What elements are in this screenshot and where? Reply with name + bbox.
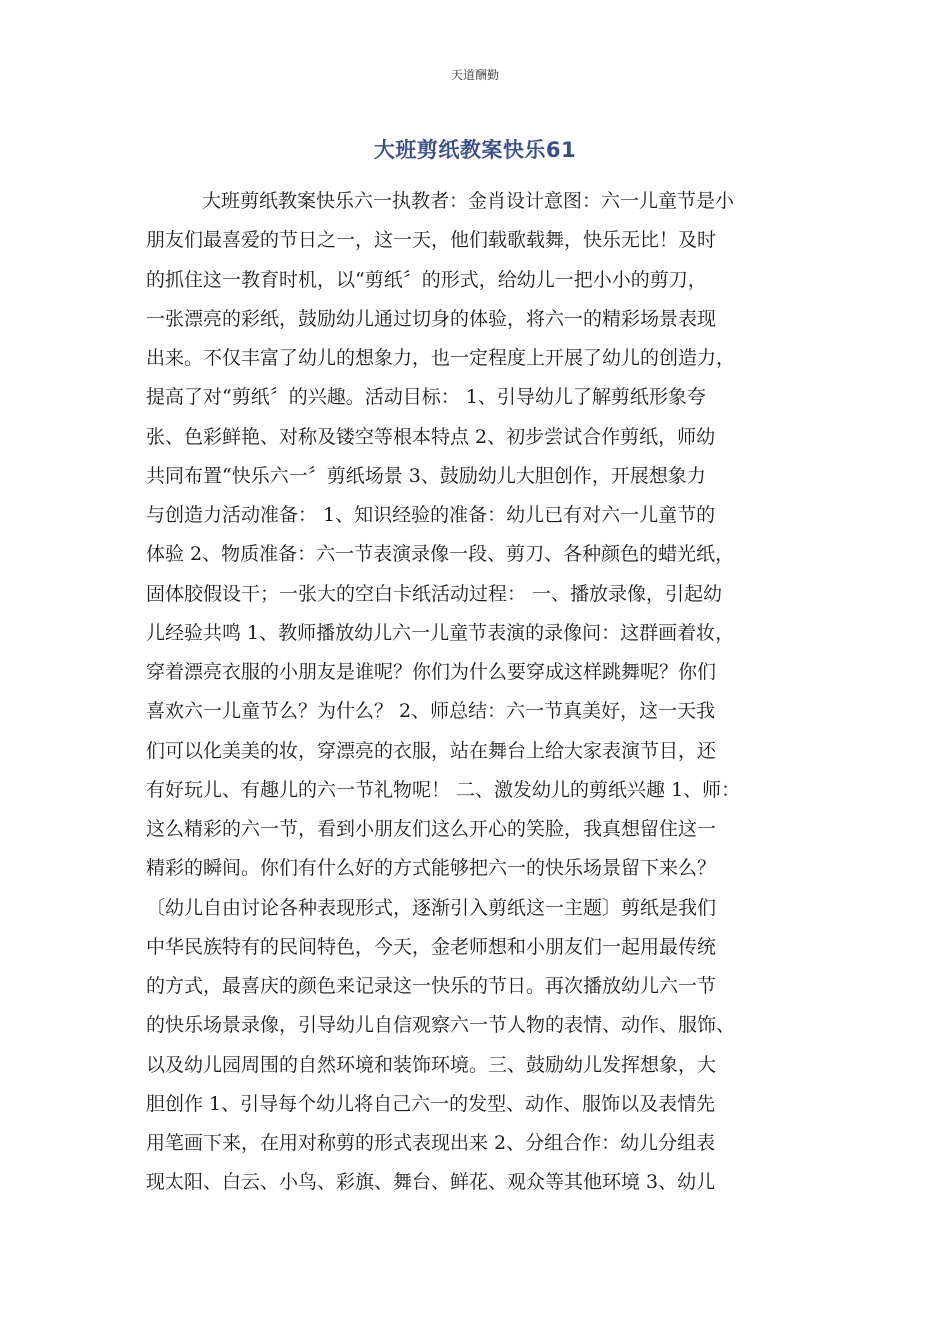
body-line: 这么精彩的六一节，看到小朋友们这么开心的笑脸，我真想留住这一: [146, 818, 717, 840]
body-line: 体验 2、物质准备：六一节表演录像一段、剪刀、各种颜色的蜡光纸，: [146, 543, 735, 566]
body-line: 出来。不仅丰富了幼儿的想象力，也一定程度上开展了幼儿的创造力，: [146, 347, 736, 369]
body-line: 有好玩儿、有趣儿的六一节礼物呢！ 二、激发幼儿的剪纸兴趣 1、师：: [146, 778, 741, 801]
body-line: 用笔画下来，在用对称剪的形式表现出来 2、分组合作：幼儿分组表: [146, 1132, 716, 1154]
body-line: 提高了对“剪纸〞的兴趣。活动目标： 1、引导幼儿了解剪纸形象夸: [146, 386, 706, 409]
document-body: [146, 182, 806, 1203]
body-line: 精彩的瞬间。你们有什么好的方式能够把六一的快乐场景留下来么？: [146, 857, 717, 880]
document-title: 大班剪纸教案快乐61: [373, 138, 577, 162]
body-line: 大班剪纸教案快乐六一执教者：金肖设计意图：六一儿童节是小: [202, 190, 735, 212]
body-line: 的方式，最喜庆的颜色来记录这一快乐的节日。再次播放幼儿六一节: [146, 975, 717, 997]
body-line: 现太阳、白云、小鸟、彩旗、舞台、鲜花、观众等其他环境 3、幼儿: [146, 1171, 716, 1194]
body-line: 一张漂亮的彩纸，鼓励幼儿通过切身的体验，将六一的精彩场景表现: [146, 307, 717, 330]
body-line: 穿着漂亮衣服的小朋友是谁呢？你们为什么要穿成这样跳舞呢？你们: [146, 661, 717, 683]
body-line: 固体胶假设干；一张大的空白卡纸活动过程： 一、播放录像，引起幼: [146, 582, 723, 605]
body-line: 喜欢六一儿童节么？为什么？ 2、师总结：六一节真美好，这一天我: [146, 700, 716, 723]
running-header: 天道酬勤: [450, 68, 499, 82]
body-line: 与创造力活动准备： 1、知识经验的准备：幼儿已有对六一儿童节的: [146, 504, 716, 526]
body-line: 胆创作 1、引导每个幼儿将自己六一的发型、动作、服饰以及表情先: [146, 1092, 716, 1115]
body-line: 张、色彩鲜艳、对称及镂空等根本特点 2、初步尝试合作剪纸，师幼: [146, 425, 716, 448]
body-line: 中华民族特有的民间特色，今天，金老师想和小朋友们一起用最传统: [146, 935, 717, 958]
body-line: 以及幼儿园周围的自然环境和装饰环境。三、鼓励幼儿发挥想象，大: [146, 1053, 717, 1076]
body-line: 共同布置“快乐六一〞剪纸场景 3、鼓励幼儿大胆创作，开展想象力: [146, 464, 706, 487]
body-line: 〔幼儿自由讨论各种表现形式，逐渐引入剪纸这一主题〕剪纸是我们: [146, 896, 717, 919]
body-line: 们可以化美美的妆，穿漂亮的衣服，站在舞台上给大家表演节目，还: [146, 739, 717, 762]
body-line: 的抓住这一教育时机，以“剪纸〞的形式，给幼儿一把小小的剪刀，: [146, 268, 707, 291]
body-line: 朋友们最喜爱的节日之一，这一天，他们载歌载舞，快乐无比！及时: [146, 229, 717, 252]
body-line: 的快乐场景录像，引导幼儿自信观察六一节人物的表情、动作、服饰、: [146, 1014, 736, 1037]
body-line: 儿经验共鸣 1、教师播放幼儿六一儿童节表演的录像问：这群画着妆，: [146, 621, 735, 644]
